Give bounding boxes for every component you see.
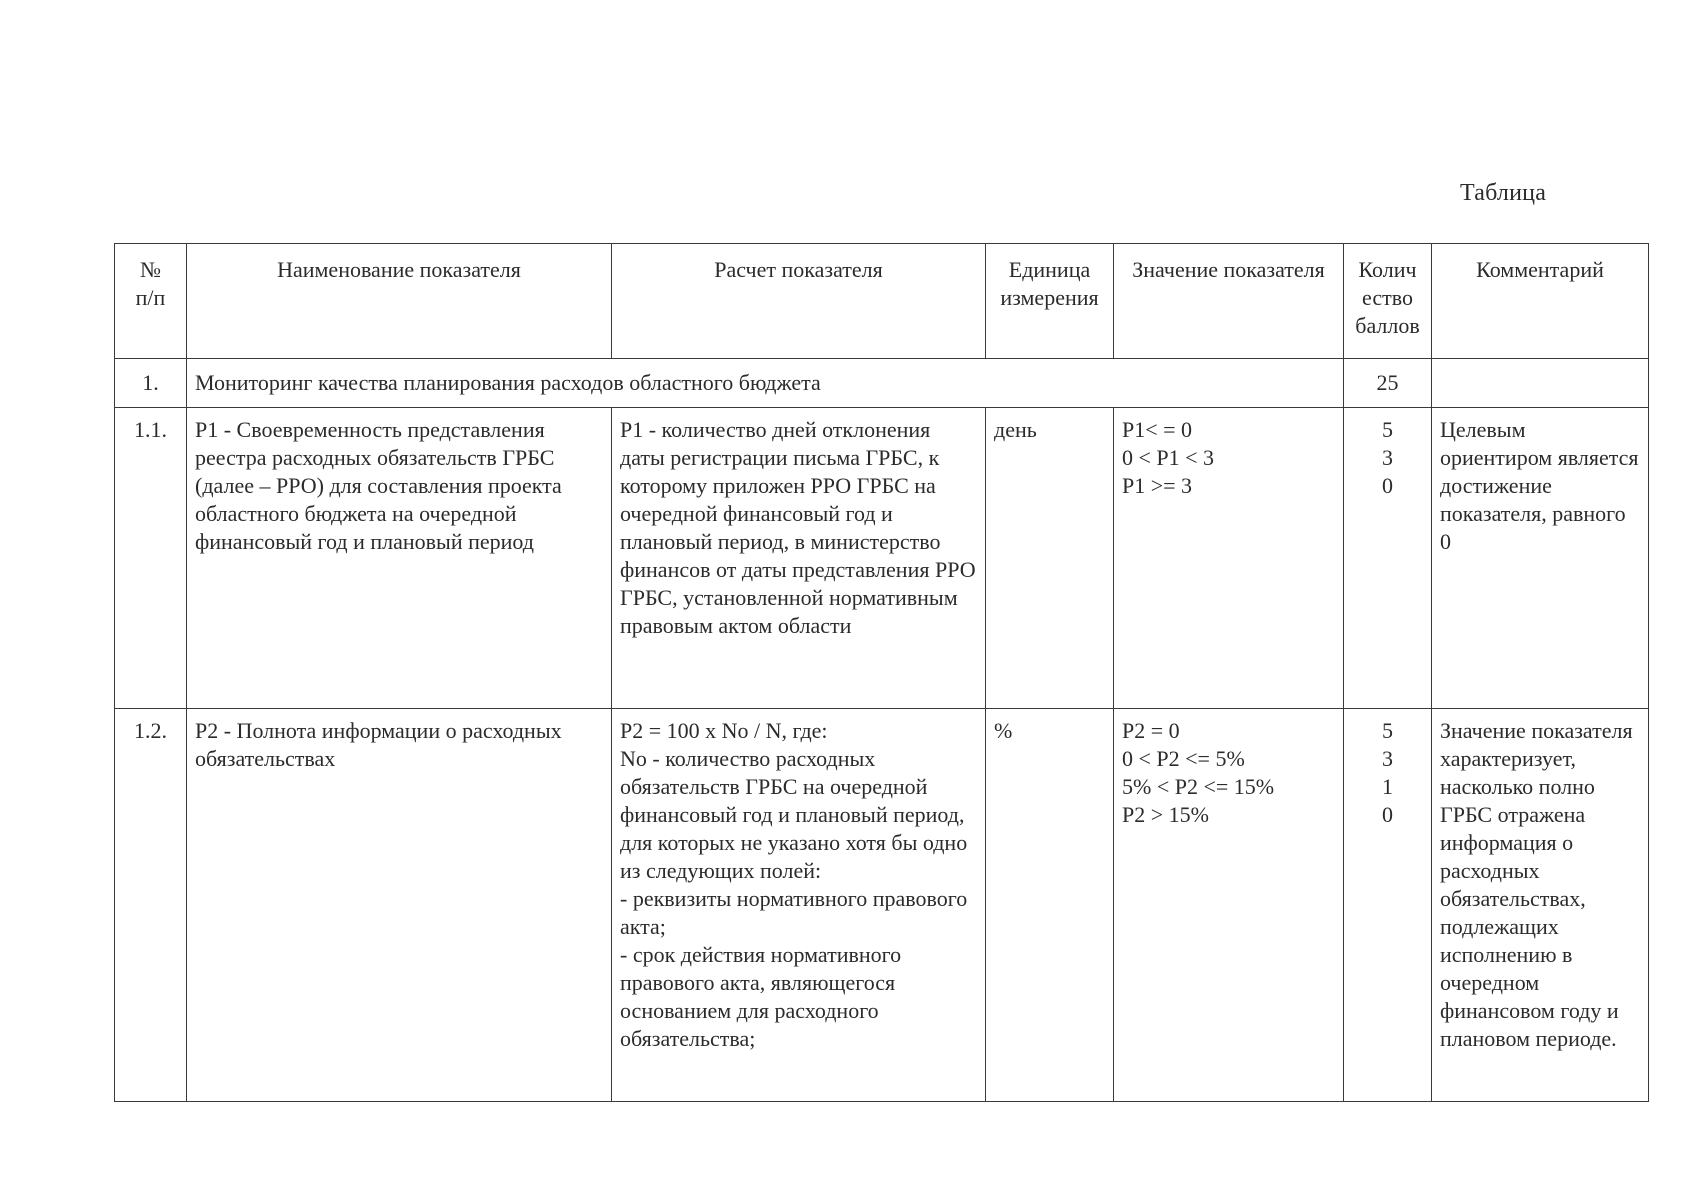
table-caption: Таблица <box>1460 180 1547 206</box>
row-comment: Целевым ориентиром является достижение показателя, равного 0 <box>1432 408 1649 709</box>
header-num: № п/п <box>115 244 187 359</box>
row-num: 1.1. <box>115 408 187 709</box>
section-num: 1. <box>115 359 187 408</box>
table-row <box>115 408 1649 709</box>
table-row <box>115 709 1649 1102</box>
header-name: Наименование показателя <box>187 244 612 359</box>
row-calc: Р1 - количество дней отклонения даты регистрации письма ГРБС, к которому приложен РРО ГРБС на очередной финансовый год и плановый период, в министерство финансов от даты представления РРО ГРБС, установленной нормативным правовым актом области <box>612 408 986 709</box>
row-points: 5 3 0 <box>1344 408 1432 709</box>
row-unit: % <box>986 709 1114 1102</box>
section-row <box>115 359 1649 408</box>
row-comment: Значение показателя характеризует, насколько полно ГРБС отражена информация о расходных обязательствах, подлежащих исполнению в очередном финансовом году и плановом периоде. <box>1432 709 1649 1102</box>
row-points: 5 3 1 0 <box>1344 709 1432 1102</box>
row-values: Р1< = 0 0 < Р1 < 3 Р1 >= 3 <box>1114 408 1344 709</box>
indicators-table <box>114 243 1649 1102</box>
section-points: 25 <box>1344 359 1432 408</box>
row-calc: Р2 = 100 x No / N, где: No - количество расходных обязательств ГРБС на очередной финансовый год и плановый период, для которых не указано хотя бы одно из следующих полей: - реквизиты нормативного правового акта; - срок действия нормативного правового акта, являющегося основанием для расходного обязательства; <box>612 709 986 1102</box>
header-unit: Единица измерения <box>986 244 1114 359</box>
header-calc: Расчет показателя <box>612 244 986 359</box>
table-header-row <box>115 244 1649 359</box>
header-points: Колич ество баллов <box>1344 244 1432 359</box>
section-title: Мониторинг качества планирования расходов областного бюджета <box>187 359 1344 408</box>
row-num: 1.2. <box>115 709 187 1102</box>
row-name: Р2 - Полнота информации о расходных обязательствах <box>187 709 612 1102</box>
header-value: Значение показателя <box>1114 244 1344 359</box>
row-unit: день <box>986 408 1114 709</box>
row-name: Р1 - Своевременность представления реестра расходных обязательств ГРБС (далее – РРО) для составления проекта областного бюджета на очередной финансовый год и плановый период <box>187 408 612 709</box>
section-comment <box>1432 359 1649 408</box>
header-comment: Комментарий <box>1432 244 1649 359</box>
row-values: Р2 = 0 0 < Р2 <= 5% 5% < Р2 <= 15% Р2 > 15% <box>1114 709 1344 1102</box>
